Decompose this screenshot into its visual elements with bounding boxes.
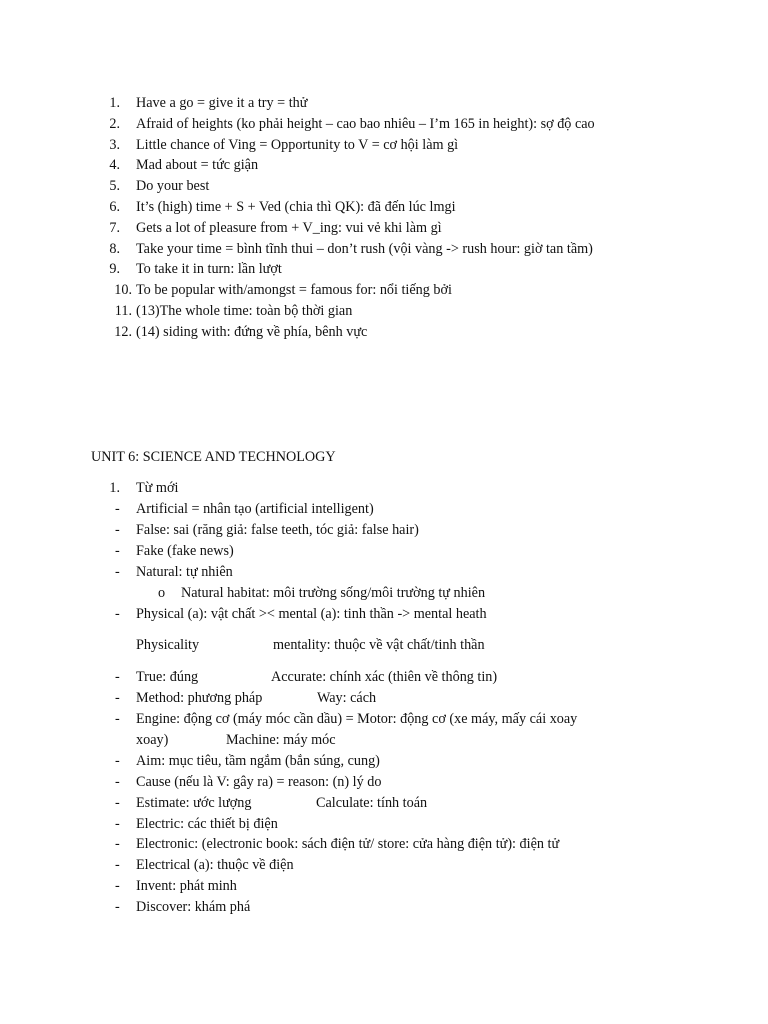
vocab-text: Natural habitat: môi trường sống/môi trường tự nhiên [181, 585, 486, 601]
item-text: (13)The whole time: toàn bộ thời gian [136, 303, 353, 319]
vocab-text: Physical (a): vật chất >< mental (a): tinh thần -> mental heath [136, 606, 487, 622]
item-number: 6. [109, 199, 120, 215]
vocab-text: Physicality [136, 637, 200, 653]
dash-bullet: - [115, 774, 120, 790]
dash-bullet: - [115, 669, 120, 685]
item-text: Little chance of Ving = Opportunity to V = cơ hội làm gì [136, 137, 459, 153]
item-number: 8. [109, 241, 120, 257]
vocab-text: Fake (fake news) [136, 543, 234, 559]
vocab-text: Electronic: (electronic book: sách điện tử/ store: cửa hàng điện tử): điện tử [136, 836, 560, 852]
vocab-text: Calculate: tính toán [316, 795, 428, 811]
item-number: 4. [109, 157, 120, 173]
dash-bullet: - [115, 606, 120, 622]
circle-bullet: o [158, 585, 166, 601]
item-text: Take your time = bình tĩnh thui – don’t rush (vội vàng -> rush hour: giờ tan tầm) [136, 241, 593, 257]
item-text: To be popular with/amongst = famous for: nổi tiếng bởi [136, 282, 452, 298]
vocab-text: Artificial = nhân tạo (artificial intelligent) [136, 501, 374, 517]
unit-heading: UNIT 6: SCIENCE AND TECHNOLOGY [91, 449, 336, 465]
item-text: It’s (high) time + S + Ved (chia thì QK): đã đến lúc lmgi [136, 199, 456, 215]
item-number: 11. [114, 303, 132, 319]
dash-bullet: - [115, 899, 120, 915]
vocab-text: Electrical (a): thuộc về điện [136, 857, 294, 873]
item-text: Do your best [136, 178, 210, 194]
dash-bullet: - [115, 711, 120, 727]
dash-bullet: - [115, 522, 120, 538]
item-number: 5. [109, 178, 120, 194]
item-text: Afraid of heights (ko phải height – cao bao nhiêu – I’m 165 in height): sợ độ cao [136, 116, 595, 132]
item-text: Gets a lot of pleasure from + V_ing: vui vẻ khi làm gì [136, 220, 442, 236]
item-text: (14) siding with: đứng về phía, bênh vực [136, 324, 368, 340]
vocab-text: Electric: các thiết bị điện [136, 816, 278, 832]
vocab-text: Engine: động cơ (máy móc cần dầu) = Motor: động cơ (xe máy, mấy cái xoay [136, 711, 578, 727]
vocab-text: Discover: khám phá [136, 899, 251, 915]
item-number: 7. [109, 220, 120, 236]
dash-bullet: - [115, 753, 120, 769]
vocab-text: Way: cách [317, 690, 377, 706]
vocab-text: mentality: thuộc về vật chất/tinh thần [273, 637, 485, 653]
item-number: 3. [109, 137, 120, 153]
dash-bullet: - [115, 836, 120, 852]
item-text: Have a go = give it a try = thử [136, 95, 308, 111]
item-number: 2. [109, 116, 120, 132]
vocab-text: Aim: mục tiêu, tầm ngắm (bắn súng, cung) [136, 753, 380, 769]
vocab-text: False: sai (răng giả: false teeth, tóc giả: false hair) [136, 522, 419, 538]
dash-bullet: - [115, 564, 120, 580]
item-number: 10. [114, 282, 132, 298]
dash-bullet: - [115, 690, 120, 706]
item-text: Mad about = tức giận [136, 157, 259, 173]
vocab-text: Invent: phát minh [136, 878, 237, 894]
dash-bullet: - [115, 501, 120, 517]
item-number: 1. [109, 95, 120, 111]
vocab-text: Natural: tự nhiên [136, 564, 233, 580]
vocab-text: Method: phương pháp [136, 690, 263, 706]
vocab-text: Accurate: chính xác (thiên về thông tin) [271, 669, 498, 685]
item-number: 1. [109, 480, 120, 496]
item-number: 9. [109, 261, 120, 277]
item-text: Từ mới [136, 480, 179, 496]
item-number: 12. [114, 324, 132, 340]
item-text: To take it in turn: lần lượt [136, 261, 282, 277]
dash-bullet: - [115, 816, 120, 832]
vocab-text: xoay) [136, 732, 169, 748]
vocab-text: Machine: máy móc [226, 732, 336, 748]
dash-bullet: - [115, 878, 120, 894]
dash-bullet: - [115, 857, 120, 873]
dash-bullet: - [115, 795, 120, 811]
vocab-text: Estimate: ước lượng [136, 795, 252, 811]
vocab-text: Cause (nếu là V: gây ra) = reason: (n) lý do [136, 774, 382, 790]
vocab-text: True: đúng [136, 669, 199, 685]
dash-bullet: - [115, 543, 120, 559]
